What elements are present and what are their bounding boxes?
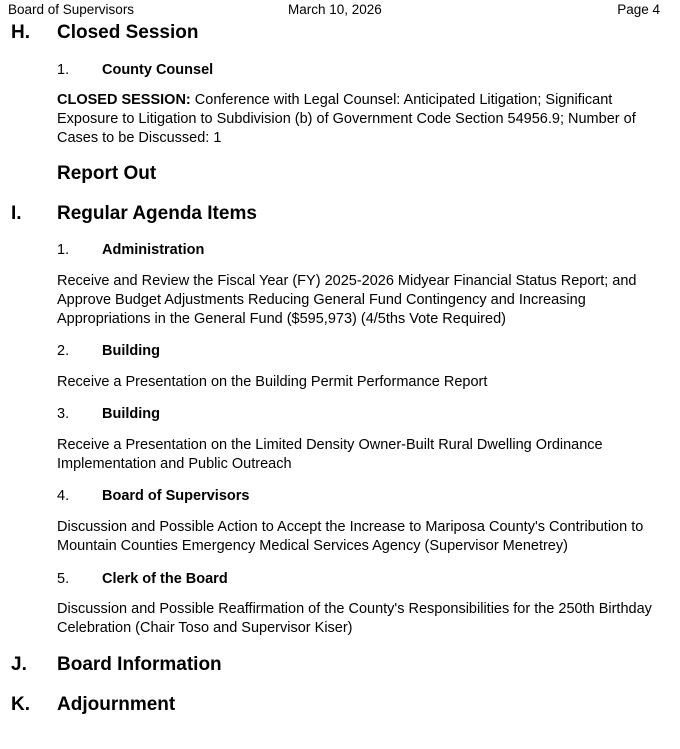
item-number: 4. bbox=[57, 488, 70, 504]
section-letter-k: K. bbox=[11, 694, 30, 715]
header-date: March 10, 2026 bbox=[288, 2, 382, 17]
item-description-administration: Receive and Review the Fiscal Year (FY) 2025-2026 Midyear Financial Status Report; and Approve Budget Adjustments Reducing General Fund Contingency and Increasing Appropriations in the General Fund ($595,973) (4/5ths Vote Required) bbox=[57, 273, 637, 327]
item-description-closed-session bbox=[57, 91, 672, 148]
header-board-name: Board of Supervisors bbox=[8, 2, 135, 17]
item-description-ems-agency: Discussion and Possible Action to Accept the Increase to Mariposa County's Contribution to Mountain Counties Emergency Medical Services Agency (Supervisor Menetrey) bbox=[57, 519, 644, 554]
item-number: 1. bbox=[57, 62, 70, 78]
report-out-heading: Report Out bbox=[57, 163, 157, 184]
section-letter-h: H. bbox=[11, 22, 30, 43]
closed-session-text: Conference with Legal Counsel: Anticipated Litigation; Significant Exposure to Litigation to Subdivision (b) of Government Code Section 54956.9; Number of Cases to be Discussed: 1 bbox=[57, 92, 636, 146]
item-title-administration: Administration bbox=[102, 242, 205, 258]
header-page-number: Page 4 bbox=[617, 2, 660, 17]
section-title-closed-session: Closed Session bbox=[57, 22, 199, 43]
item-number: 1. bbox=[57, 242, 70, 258]
item-title-clerk-of-the-board: Clerk of the Board bbox=[102, 571, 228, 587]
item-description-building-permit: Receive a Presentation on the Building Permit Performance Report bbox=[57, 374, 488, 390]
section-letter-j: J. bbox=[11, 654, 27, 675]
item-title-county-counsel: County Counsel bbox=[102, 62, 214, 78]
section-title-board-information: Board Information bbox=[57, 654, 222, 675]
item-description-owner-built-dwelling: Receive a Presentation on the Limited Density Owner-Built Rural Dwelling Ordinance Implementation and Public Outreach bbox=[57, 437, 603, 472]
item-number: 5. bbox=[57, 571, 70, 587]
closed-session-label: CLOSED SESSION: bbox=[57, 92, 191, 108]
section-title-regular-agenda: Regular Agenda Items bbox=[57, 203, 257, 224]
item-title-building: Building bbox=[102, 343, 160, 359]
item-title-board-of-supervisors: Board of Supervisors bbox=[102, 488, 250, 504]
item-number: 3. bbox=[57, 406, 70, 422]
item-description-250th-birthday: Discussion and Possible Reaffirmation of the County's Responsibilities for the 250th Birthday Celebration (Chair Toso and Supervisor Kiser) bbox=[57, 601, 652, 636]
item-title-building: Building bbox=[102, 406, 160, 422]
item-number: 2. bbox=[57, 343, 70, 359]
section-letter-i: I. bbox=[11, 203, 22, 224]
section-title-adjournment: Adjournment bbox=[57, 694, 176, 715]
